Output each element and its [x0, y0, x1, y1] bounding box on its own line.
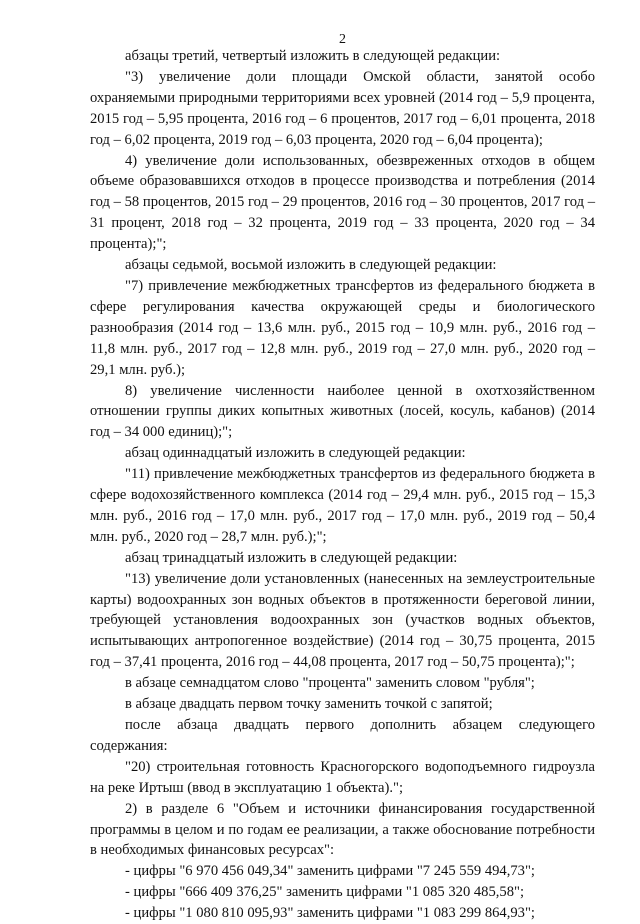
paragraph: абзац одиннадцатый изложить в следующей редакции:: [125, 445, 466, 462]
paragraph: в абзаце семнадцатом слово "процента" заменить словом "рубля";: [125, 675, 535, 692]
paragraph: "13) увеличение доли установленных (нанесенных на землеустроительные карты) водоохранных зон водных объектов в протяженности береговой линии, требующей установления водоохранных зон (участков водных объектов, испытывающих антропогенное воздействие) (2014 год – 30,75 процента, 2015 год – 37,41 процента, 2016 год – 44,08 процента, 2017 год – 50,75 процента);";: [90, 570, 595, 671]
paragraph: 8) увеличение численности наиболее ценной в охотхозяйственном отношении группы диких копытных животных (лосей, косуль, кабанов) (2014 год – 34 000 единиц);";: [90, 382, 595, 441]
paragraph: - цифры "1 080 810 095,93" заменить цифрами "1 083 299 864,93";: [125, 905, 535, 922]
paragraph: абзацы третий, четвертый изложить в следующей редакции:: [125, 48, 501, 64]
paragraph: "20) строительная готовность Красногорского водоподъемного гидроузла на реке Иртыш (ввод в эксплуатацию 1 объекта).";: [90, 758, 595, 796]
paragraph: - цифры "666 409 376,25" заменить цифрами "1 085 320 485,58";: [125, 884, 525, 901]
paragraph: "3) увеличение доли площади Омской области, занятой особо охраняемыми природными территориями всех уровней (2014 год – 5,9 процента, 2015 год – 5,95 процента, 2016 год – 6 процентов, 2017 год – 6,01 процента, 2018 год – 6,02 процента, 2019 год – 6,03 процента, 2020 год – 6,04 процента);: [90, 68, 595, 148]
paragraph: 4) увеличение доли использованных, обезвреженных отходов в общем объеме образовавшихся отходов в процессе производства и потребления (2014 год – 58 процентов, 2015 год – 29 процентов, 2016 год – 30 процентов, 2017 год – 31 процент, 2018 год – 32 процента, 2019 год – 33 процента, 2020 год – 34 процента);";: [90, 152, 595, 253]
paragraph: абзац тринадцатый изложить в следующей редакции:: [125, 549, 458, 566]
document-page: [90, 0, 595, 922]
page-number: 2: [339, 32, 346, 47]
paragraph: - цифры "6 970 456 049,34" заменить цифрами "7 245 559 494,73";: [125, 863, 535, 880]
paragraph: абзацы седьмой, восьмой изложить в следующей редакции:: [125, 257, 497, 274]
paragraph: в абзаце двадцать первом точку заменить точкой с запятой;: [125, 696, 493, 713]
paragraph: после абзаца двадцать первого дополнить абзацем следующего содержания:: [90, 717, 595, 754]
paragraph: "7) привлечение межбюджетных трансфертов из федерального бюджета в сфере регулирования качества окружающей среды и биологического разнообразия (2014 год – 13,6 млн. руб., 2015 год – 10,9 млн. руб., 2016 год – 11,8 млн. руб., 2017 год – 12,8 млн. руб., 2019 год – 27,0 млн. руб., 2020 год – 29,1 млн. руб.);: [90, 277, 595, 378]
paragraph: 2) в разделе 6 "Объем и источники финансирования государственной программы в целом и по годам ее реализации, а также обоснование потребности в необходимых финансовых ресурсах":: [90, 800, 595, 859]
document-body: [90, 46, 595, 924]
paragraph: "11) привлечение межбюджетных трансфертов из федерального бюджета в сфере водохозяйственного комплекса (2014 год – 29,4 млн. руб., 2015 год – 15,3 млн. руб., 2016 год – 17,0 млн. руб., 2017 год – 17,0 млн. руб., 2019 год – 50,4 млн. руб., 2020 год – 28,7 млн. руб.);";: [90, 466, 595, 545]
